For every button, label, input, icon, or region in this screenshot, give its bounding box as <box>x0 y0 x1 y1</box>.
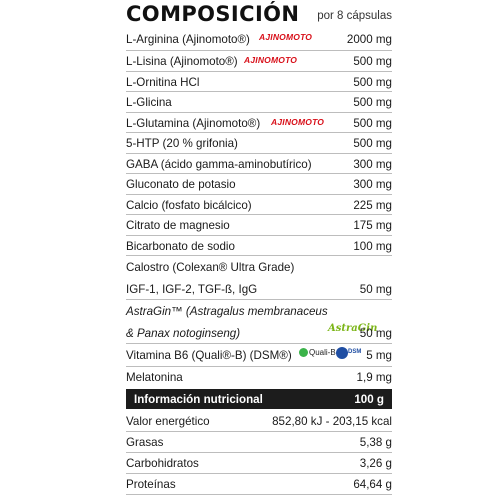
ingredient-amount: 1,9 mg <box>356 371 392 384</box>
ingredient-row <box>126 133 392 154</box>
ingredient-amount: 500 mg <box>353 96 392 109</box>
serving-size: por 8 cápsulas <box>317 10 392 22</box>
quali-b-logo: Quali-B <box>299 348 336 357</box>
nutrition-header-value: 100 g <box>354 392 384 406</box>
nutrient-name: Grasas <box>126 435 164 449</box>
ingredient-row <box>126 113 392 134</box>
ingredient-row <box>126 278 392 300</box>
ingredient-name: 5-HTP (20 % grifonia) <box>126 137 238 150</box>
ingredient-amount: 50 mg <box>359 283 392 296</box>
nutrition-row <box>126 474 392 495</box>
dsm-icon <box>336 347 348 359</box>
nutrient-name: Proteínas <box>126 477 176 491</box>
ingredient-amount: 100 mg <box>353 239 392 253</box>
ingredient-row <box>126 195 392 216</box>
ajinomoto-logo: AJINOMOTO <box>271 116 325 127</box>
ingredient-row <box>126 72 392 93</box>
ingredient-row <box>126 215 392 236</box>
ingredient-name: AstraGin™ (Astragalus membranaceus <box>126 305 328 318</box>
ingredient-name: L-Lisina (Ajinomoto®) <box>126 55 238 68</box>
ingredient-name: Citrato de magnesio <box>126 219 230 232</box>
ingredient-row <box>126 236 392 257</box>
nutrition-header-label: Información nutricional <box>134 392 263 406</box>
ingredient-amount: 2000 mg <box>346 33 392 46</box>
nutrient-amount: 64,64 g <box>353 477 392 491</box>
quali-icon <box>299 348 308 357</box>
ingredient-row <box>126 92 392 113</box>
ingredient-name: Bicarbonato de sodio <box>126 239 235 253</box>
ingredient-row <box>126 367 392 388</box>
ingredient-name: GABA (ácido gamma-aminobutírico) <box>126 157 312 171</box>
page-title: COMPOSICIÓN <box>126 2 300 26</box>
composition-header <box>126 4 392 28</box>
ingredient-name: L-Glicina <box>126 96 172 109</box>
ingredient-name: Melatonina <box>126 371 183 384</box>
ingredient-row <box>126 28 392 51</box>
ingredient-name: L-Ornitina HCl <box>126 75 200 89</box>
ingredient-amount: 300 mg <box>353 178 392 191</box>
ingredient-name: L-Glutamina (Ajinomoto®) <box>126 116 261 130</box>
nutrient-amount: 5,38 g <box>359 435 392 449</box>
nutrition-header <box>126 389 392 409</box>
ingredient-name: Calostro (Colexan® Ultra Grade) <box>126 261 295 274</box>
ingredient-name: Calcio (fosfato bicálcico) <box>126 198 252 212</box>
ingredient-row <box>126 322 392 344</box>
astragin-logo: AstraGin <box>328 323 378 334</box>
ingredient-row <box>126 174 392 195</box>
nutrition-row <box>126 432 392 453</box>
composition-table <box>126 28 392 495</box>
nutrient-name: Carbohidratos <box>126 456 199 470</box>
dsm-logo: DSM <box>336 347 358 359</box>
nutrition-row <box>126 453 392 474</box>
nutrient-amount: 3,26 g <box>359 456 392 470</box>
ingredient-name: IGF-1, IGF-2, TGF-ß, IgG <box>126 283 258 296</box>
ajinomoto-logo: AJINOMOTO <box>259 32 313 42</box>
ingredient-name: & Panax notoginseng) <box>126 327 241 340</box>
ingredient-row <box>126 344 392 367</box>
nutrient-name: Valor energético <box>126 414 210 428</box>
ingredient-amount: 50 mg <box>359 327 392 340</box>
ingredient-amount: 500 mg <box>353 137 392 150</box>
ajinomoto-logo: AJINOMOTO <box>244 55 298 65</box>
ingredient-row <box>126 256 392 278</box>
ingredient-amount: 500 mg <box>353 116 392 130</box>
nutrition-row <box>126 411 392 432</box>
ingredient-name: L-Arginina (Ajinomoto®) <box>126 33 250 46</box>
ingredient-row <box>126 51 392 72</box>
ingredient-amount: 300 mg <box>353 157 392 171</box>
ingredient-amount: 500 mg <box>353 55 392 68</box>
ingredient-amount: 500 mg <box>353 75 392 89</box>
ingredient-name: Vitamina B6 (Quali®-B) (DSM®) <box>126 349 292 362</box>
ingredient-row <box>126 154 392 175</box>
ingredient-name: Gluconato de potasio <box>126 178 236 191</box>
ingredient-amount: 175 mg <box>353 219 392 232</box>
ingredient-row <box>126 300 392 322</box>
ingredient-amount: 225 mg <box>353 198 392 212</box>
nutrient-amount: 852,80 kJ - 203,15 kcal <box>272 414 392 428</box>
ingredient-amount: 5 mg <box>366 349 392 362</box>
